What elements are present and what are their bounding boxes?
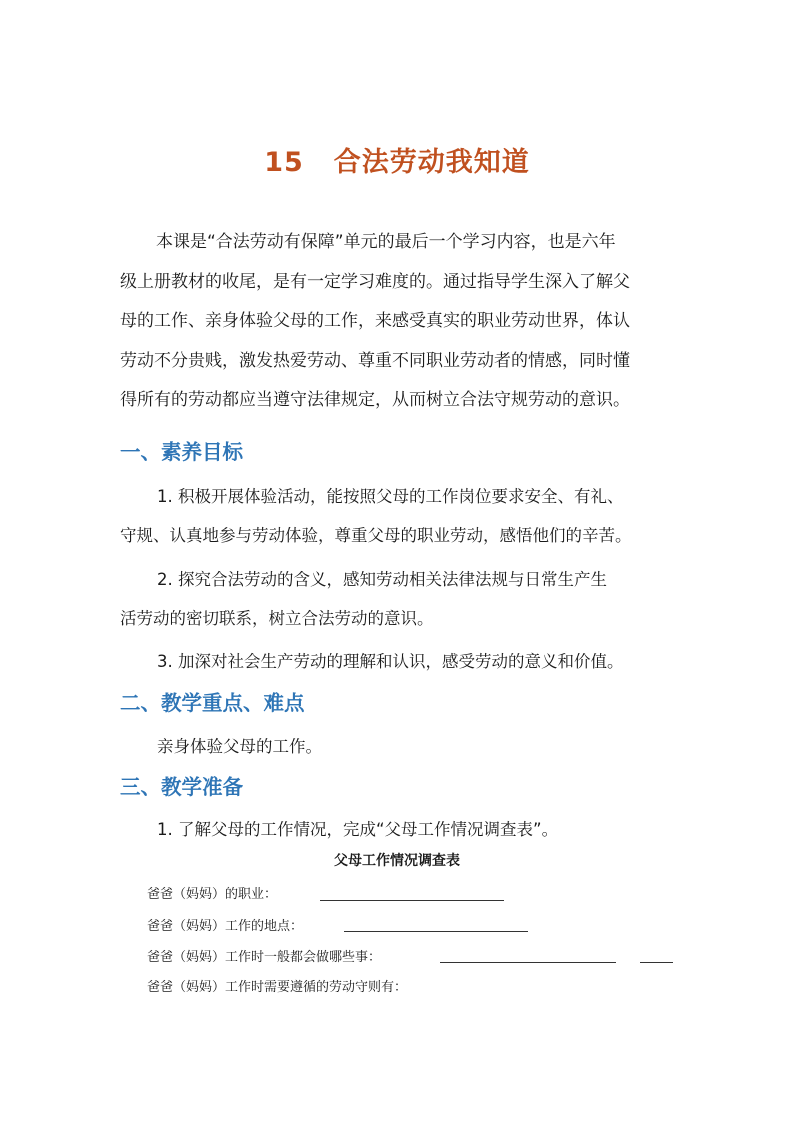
intro-line: 母的工作、亲身体验父母的工作，来感受真实的职业劳动世界，体认 <box>120 311 630 332</box>
intro-line: 级上册教材的收尾，是有一定学习难度的。通过指导学生深入了解父 <box>120 271 630 292</box>
location-blank-line <box>344 931 528 932</box>
goal-item-2-line-2: 活劳动的密切联系，树立合法劳动的意识。 <box>120 609 434 628</box>
goal-item-1-line-1: 1. 积极开展体验活动，能按照父母的工作岗位要求安全、有礼、 <box>157 487 624 506</box>
intro-line: 本课是“合法劳动有保障”单元的最后一个学习内容，也是六年 <box>156 232 616 252</box>
intro-paragraph <box>120 223 690 421</box>
survey-question-rules: 爸爸（妈妈）工作时需要遵循的劳动守则有： <box>147 980 408 995</box>
section-heading-preparation: 三、教学准备 <box>120 775 243 799</box>
goal-item-3: 3. 加深对社会生产劳动的理解和认识，感受劳动的意义和价值。 <box>157 652 624 671</box>
lesson-number: 15 <box>264 147 304 178</box>
lesson-title-text: 合法劳动我知道 <box>333 147 530 178</box>
intro-line: 劳动不分贵贱，激发热爱劳动、尊重不同职业劳动者的情感，同时懂 <box>120 350 630 371</box>
section-heading-goals: 一、素养目标 <box>120 440 243 464</box>
goal-item-2-line-1: 2. 探究合法劳动的含义，感知劳动相关法律法规与日常生产生 <box>157 570 607 589</box>
section-heading-key-points: 二、教学重点、难点 <box>120 691 305 715</box>
survey-title: 父母工作情况调查表 <box>334 853 460 869</box>
key-point-text: 亲身体验父母的工作。 <box>157 737 322 756</box>
survey-question-occupation: 爸爸（妈妈）的职业： <box>147 887 278 902</box>
intro-line: 得所有的劳动都应当遵守法律规定，从而树立合法守规劳动的意识。 <box>120 390 630 411</box>
tasks-blank-line-extra <box>640 962 673 963</box>
preparation-item-1: 1. 了解父母的工作情况，完成“父母工作情况调查表”。 <box>157 820 559 839</box>
tasks-blank-line <box>440 962 616 963</box>
survey-question-tasks: 爸爸（妈妈）工作时一般都会做哪些事： <box>147 950 382 965</box>
goal-item-1-line-2: 守规、认真地参与劳动体验，尊重父母的职业劳动，感悟他们的辛苦。 <box>120 526 632 545</box>
occupation-blank-line <box>320 900 504 901</box>
survey-question-location: 爸爸（妈妈）工作的地点： <box>147 919 304 934</box>
lesson-title <box>0 140 794 179</box>
